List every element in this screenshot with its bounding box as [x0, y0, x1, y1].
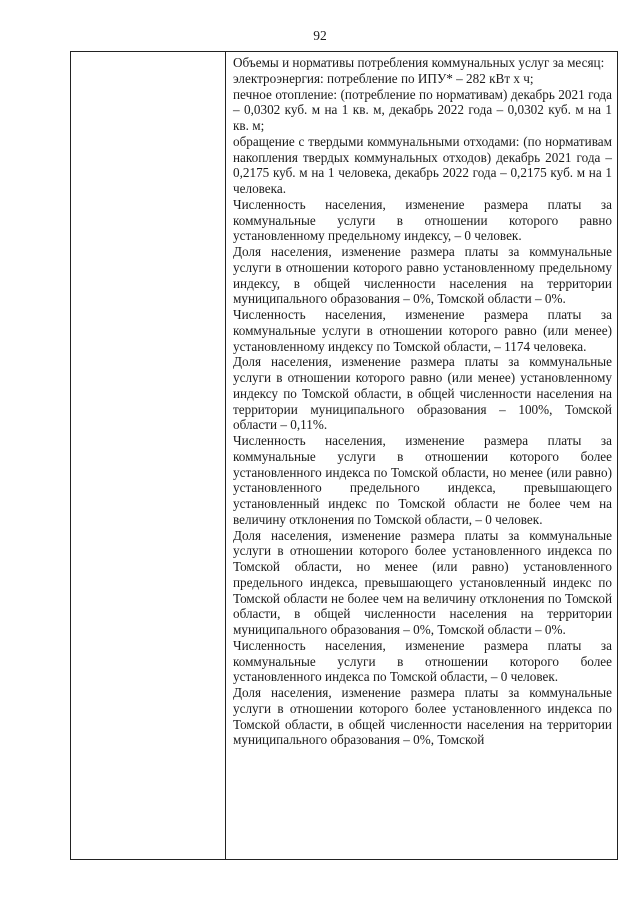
paragraph-population-equal-limit: Численность населения, изменение размера платы за коммунальные услуги в отношении которого равно установленному предельному индексу, – 0 человек.: [233, 196, 612, 244]
paragraph-volumes-heading: Объемы и нормативы потребления коммунальных услуг за месяц:: [233, 55, 605, 70]
table-right-cell: [226, 52, 617, 859]
paragraph-stove-heating: печное отопление: (потребление по нормативам) декабрь 2021 года – 0,0302 куб. м на 1 кв. м, декабрь 2022 года – 0,0302 куб. м на 1 кв. м;: [233, 86, 612, 133]
paragraph-share-above-index: Доля населения, изменение размера платы за коммунальные услуги в отношении которого более установленного индекса по Томской области, в общей численности населения на территории муниципального образования – 0%, Томской: [233, 685, 612, 748]
document-table: [70, 51, 618, 860]
paragraph-share-equal-limit: Доля населения, изменение размера платы за коммунальные услуги в отношении которого равно установленному предельному индексу, в общей численности населения на территории муниципального образования – 0%, Томской области – 0%.: [233, 244, 612, 307]
paragraph-population-above-index-within-deviation: Численность населения, изменение размера платы за коммунальные услуги в отношении которого более установленного индекса по Томской области, но менее (или равно) установленного предельного индекса, превышающего установленный индекс по Томской области не более чем на величину отклонения по Томской области, – 0 человек.: [233, 433, 612, 527]
paragraph-share-within-index: Доля населения, изменение размера платы за коммунальные услуги в отношении которого равно (или менее) установленному индексу по Томской области, в общей численности населения на территории муниципального образования – 100%, Томской области – 0,11%.: [233, 354, 612, 433]
paragraph-population-above-index: Численность населения, изменение размера платы за коммунальные услуги в отношении которого более установленного индекса по Томской области, – 0 человек.: [233, 637, 612, 685]
paragraph-population-within-index: Численность населения, изменение размера платы за коммунальные услуги в отношении которого равно (или менее) установленному индексу по Томской области, – 1174 человека.: [233, 307, 612, 354]
paragraph-share-above-index-within-deviation: Доля населения, изменение размера платы за коммунальные услуги в отношении которого более установленного индекса по Томской области, но менее (или равно) установленного предельного индекса, превышающего установленный индекс по Томской области не более чем на величину отклонения по Томской области, в общей численности населения на территории муниципального образования – 0%, Томской области – 0%.: [233, 527, 612, 637]
paragraph-solid-waste: обращение с твердыми коммунальными отходами: (по нормативам накопления твердых коммунальных отходов) декабрь 2021 года – 0,2175 куб. м на 1 человека, декабрь 2022 года – 0,2175 куб. м на 1 человека.: [233, 133, 612, 196]
paragraph-electricity: электроэнергия: потребление по ИПУ* – 282 кВт х ч;: [233, 70, 534, 86]
page-number: 92: [313, 28, 327, 43]
table-left-cell: [71, 52, 226, 859]
